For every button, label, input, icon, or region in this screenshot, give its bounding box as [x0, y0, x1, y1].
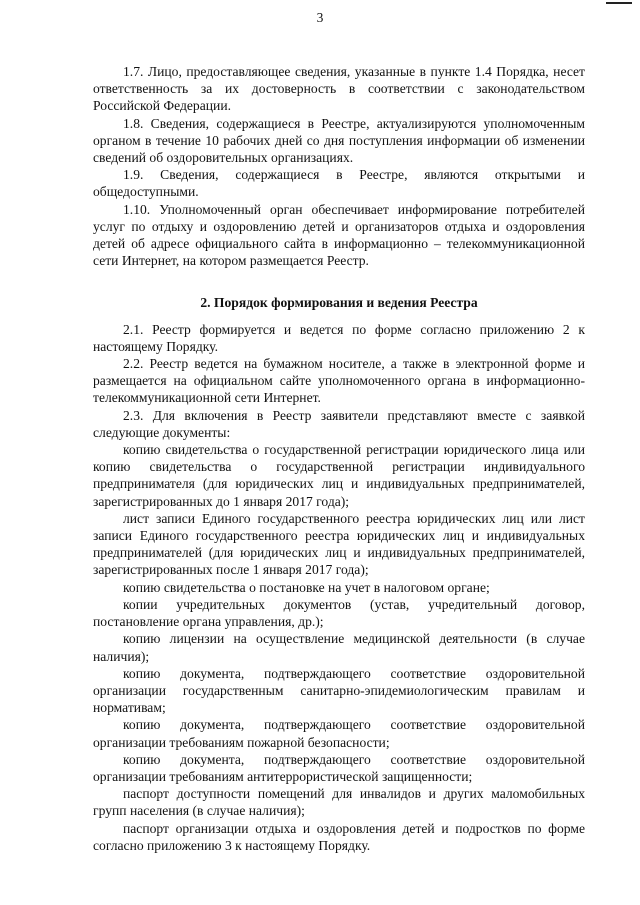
paragraph-2-2: 2.2. Реестр ведется на бумажном носителе, а также в электронной форме и размещается на официальном сайте уполномоченного органа в информационно-телекоммуникационной сети Интернет. — [93, 356, 585, 406]
document-list-item: копию документа, подтверждающего соответствие оздоровительной организации требованиям пожарной безопасности; — [93, 717, 585, 750]
document-body — [93, 63, 585, 854]
paragraph-1-9: 1.9. Сведения, содержащиеся в Реестре, являются открытыми и общедоступными. — [93, 167, 585, 200]
document-list-item: копию документа, подтверждающего соответствие оздоровительной организации требованиям антитеррористической защищенности; — [93, 751, 585, 784]
paragraph-1-7: 1.7. Лицо, предоставляющее сведения, указанные в пункте 1.4 Порядка, несет ответственность за их достоверность в соответствии с законодательством Российской Федерации. — [93, 64, 585, 114]
document-list-item: паспорт организации отдыха и оздоровления детей и подростков по форме согласно приложению 3 к настоящему Порядку. — [93, 820, 585, 853]
document-list-item: копию документа, подтверждающего соответствие оздоровительной организации государственным санитарно-эпидемиологическим правилам и нормативам; — [93, 665, 585, 716]
paragraph-2-1: 2.1. Реестр формируется и ведется по форме согласно приложению 2 к настоящему Порядку. — [93, 321, 585, 354]
paragraph-1-8: 1.8. Сведения, содержащиеся в Реестре, актуализируются уполномоченным органом в течение 10 рабочих дней со дня поступления информации об изменении сведений об оздоровительных организациях. — [93, 115, 585, 166]
document-list-item: копию свидетельства о государственной регистрации юридического лица или копию свидетельства о государственной регистрации индивидуального предпринимателя (для юридических лиц и индивидуальных предпринимателей, зарегистрированных до 1 января 2017 года); — [93, 442, 585, 509]
scan-mark — [606, 2, 632, 4]
paragraph-2-3: 2.3. Для включения в Реестр заявители представляют вместе с заявкой следующие документы: — [93, 407, 585, 440]
page-number: 3 — [316, 10, 324, 25]
document-list-item: копию свидетельства о постановке на учет в налоговом органе; — [123, 579, 490, 595]
section-2-heading: 2. Порядок формирования и ведения Реестра — [200, 295, 478, 311]
paragraph-1-10: 1.10. Уполномоченный орган обеспечивает информирование потребителей услуг по отдыху и оздоровлению детей и организаторов отдыха и оздоровления детей об адресе официального сайта в информационно – телекоммуникационной сети Интернет, на котором размещается Реестр. — [93, 201, 585, 269]
document-list-item: лист записи Единого государственного реестра юридических лиц или лист записи Единого государственного реестра юридических лиц и индивидуальных предпринимателей (для юридических лиц и индивидуальных предпринимателей, зарегистрированных после 1 января 2017 года); — [93, 510, 585, 578]
document-list-item: паспорт доступности помещений для инвалидов и других маломобильных групп населения (в случае наличия); — [93, 786, 585, 819]
document-list-item: копии учредительных документов (устав, учредительный договор, постановление органа управления, др.); — [93, 596, 585, 630]
document-list-item: копию лицензии на осуществление медицинской деятельности (в случае наличия); — [93, 631, 585, 664]
